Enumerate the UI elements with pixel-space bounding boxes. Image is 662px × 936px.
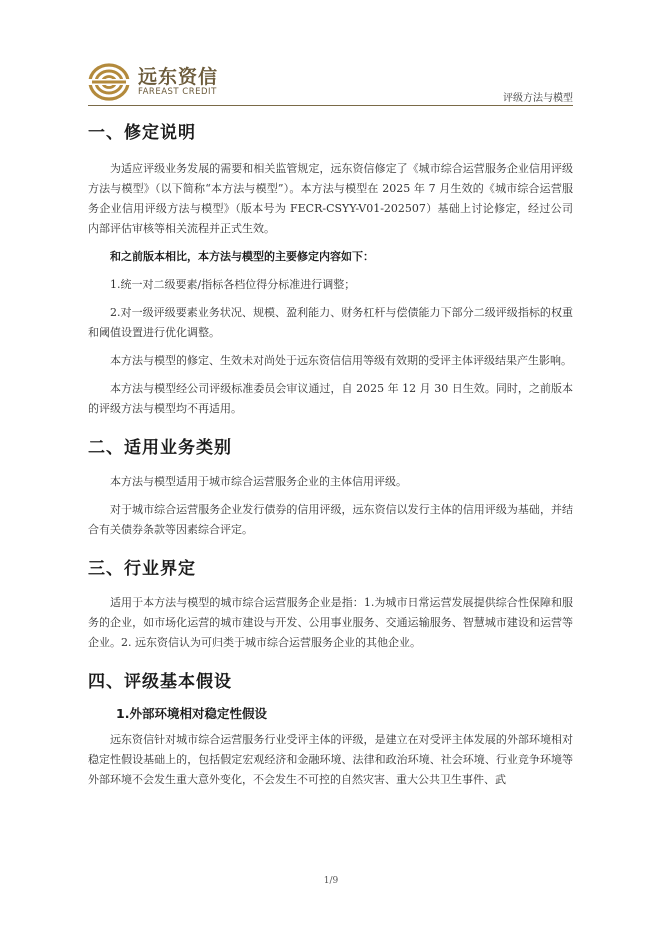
paragraph: 本方法与模型适用于城市综合运营服务企业的主体信用评级。 xyxy=(110,475,407,488)
header-divider xyxy=(88,105,573,106)
fareast-credit-logo-icon xyxy=(88,62,130,102)
paragraph: 2.对一级评级要素业务状况、规模、盈利能力、财务杠杆与偿债能力下部分二级评级指标的权重和阈值设置进行优化调整。 xyxy=(88,306,573,339)
paragraph: 适用于本方法与模型的城市综合运营服务企业是指：1.为城市日常运营发展提供综合性保障和服务的企业，如市场化运营的城市建设与开发、公用事业服务、交通运输服务、智慧城市建设和运营等企业。2. 远东资信认为可归类于城市综合运营服务企业的其他企业。 xyxy=(88,596,573,649)
paragraph: 为适应评级业务发展的需要和相关监管规定，远东资信修定了《城市综合运营服务企业信用评级方法与模型》（以下简称“本方法与模型”）。本方法与模型在 2025 年 7 月生效的《城市综合运营服务企业信用评级方法与模型》（版本号为 FECR-CSYY-V01-202507）基础上讨论修定，经过公司内部评估审核等相关流程并正式生效。 xyxy=(88,162,573,235)
section-heading-revision-notes: 一、修定说明 xyxy=(88,123,196,143)
brand-name-en: FAREAST CREDIT xyxy=(138,87,217,97)
paragraph: 本方法与模型经公司评级标准委员会审议通过，自 2025 年 12 月 30 日生效。同时，之前版本的评级方法与模型均不再适用。 xyxy=(88,382,573,415)
paragraph-bold: 和之前版本相比，本方法与模型的主要修定内容如下： xyxy=(110,250,374,263)
section-heading-applicable-business: 二、适用业务类别 xyxy=(88,438,232,458)
subsection-heading: 1.外部环境相对稳定性假设 xyxy=(116,706,267,721)
brand-name-cn: 远东资信 xyxy=(138,66,219,88)
document-body xyxy=(88,118,573,790)
document-label: 评级方法与模型 xyxy=(503,93,573,104)
paragraph: 1.统一对二级要素/指标各档位得分标准进行调整； xyxy=(110,278,356,291)
section-heading-basic-assumptions: 四、评级基本假设 xyxy=(88,672,232,692)
paragraph: 远东资信针对城市综合运营服务行业受评主体的评级，是建立在对受评主体发展的外部环境相对稳定性假设基础上的，包括假定宏观经济和金融环境、法律和政治环境、社会环境、行业竞争环境等外部环境不会发生重大意外变化，不会发生不可控的自然灾害、重大公共卫生事件、武 xyxy=(88,733,573,786)
section-heading-industry-definition: 三、行业界定 xyxy=(88,559,196,579)
page-number: 1/9 xyxy=(323,876,339,886)
paragraph: 对于城市综合运营服务企业发行债券的信用评级，远东资信以发行主体的信用评级为基础，并结合有关债券条款等因素综合评定。 xyxy=(88,503,573,536)
paragraph: 本方法与模型的修定、生效未对尚处于远东资信信用等级有效期的受评主体评级结果产生影响。 xyxy=(110,354,572,367)
page-header xyxy=(88,60,573,106)
